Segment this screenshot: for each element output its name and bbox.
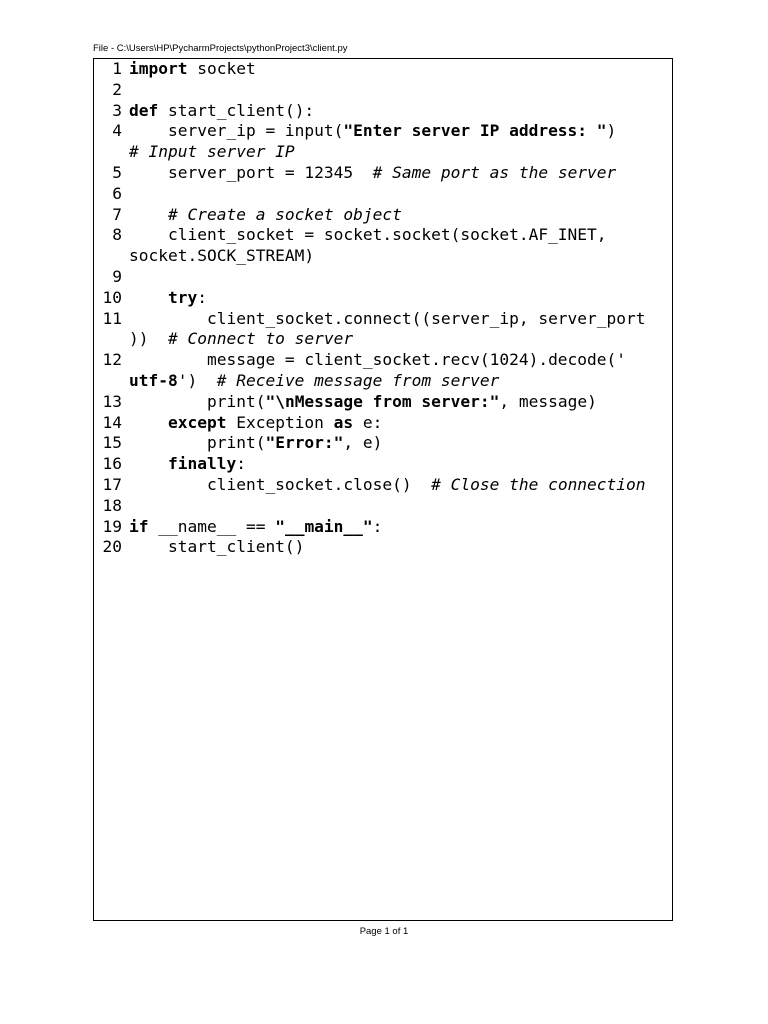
line-text: [129, 537, 304, 558]
code-line: [97, 350, 646, 371]
code-token: :: [372, 516, 383, 536]
line-number: 17: [102, 474, 122, 494]
code-line: [97, 101, 646, 122]
line-number: [97, 371, 129, 392]
code-token: start_client():: [158, 100, 315, 120]
code-token: client_socket.connect((server_ip, server_port: [129, 308, 646, 328]
line-number: 15: [102, 433, 122, 453]
line-text: [129, 121, 616, 142]
code-token: [129, 454, 168, 473]
code-token: utf-8: [129, 370, 178, 390]
code-token: Exception: [226, 412, 334, 432]
code-line: [97, 121, 646, 142]
code-token: , message): [499, 391, 597, 411]
line-text: [129, 309, 646, 330]
code-token: )): [129, 329, 168, 349]
line-text: [129, 454, 246, 475]
code-token: try: [167, 287, 198, 307]
code-token: as: [333, 412, 354, 432]
code-line: [97, 433, 646, 454]
line-number: 4: [112, 121, 122, 141]
line-number: 10: [102, 287, 122, 307]
line-number: 16: [102, 454, 122, 474]
line-text: [129, 288, 207, 309]
code-token: , e): [343, 433, 383, 453]
code-token: :: [236, 454, 246, 474]
code-line: [97, 142, 646, 163]
line-text: [129, 329, 353, 350]
code-line: [97, 309, 646, 330]
line-text: [129, 517, 382, 538]
code-token: __name__ ==: [148, 516, 276, 536]
code-line: [97, 371, 646, 392]
code-line: [97, 413, 646, 434]
code-token: # Input server IP: [129, 142, 295, 162]
code-line: [97, 392, 646, 413]
line-text: [129, 413, 382, 434]
line-number: 8: [112, 225, 122, 245]
line-number: 3: [112, 100, 122, 120]
line-text: [129, 80, 139, 101]
code-token: '): [177, 370, 217, 390]
code-token: "\nMessage from server:": [265, 391, 500, 411]
line-text: [129, 392, 597, 413]
code-token: ): [606, 121, 617, 141]
line-number: 1: [112, 59, 122, 78]
code-line: [97, 496, 646, 517]
code-token: # Receive message from server: [216, 370, 500, 390]
line-text: [129, 142, 295, 163]
code-frame: [93, 58, 673, 921]
code-line: [97, 537, 646, 558]
line-text: [129, 371, 499, 392]
code-line: [97, 225, 646, 246]
code-token: # Close the connection: [431, 474, 646, 494]
line-number: 7: [112, 204, 122, 224]
code-token: "Enter server IP address: ": [343, 121, 607, 141]
code-token: "Error:": [265, 433, 344, 453]
page-number: Page 1 of 1: [359, 926, 409, 937]
code-token: [129, 205, 168, 224]
code-line: [97, 288, 646, 309]
code-token: finally: [167, 454, 237, 474]
line-number: 6: [112, 183, 122, 203]
code-token: def: [129, 100, 159, 120]
line-text: [129, 59, 256, 80]
code-line: [97, 184, 646, 205]
code-token: socket.SOCK_STREAM): [129, 246, 315, 266]
code-token: import: [129, 59, 188, 78]
code-token: [129, 288, 168, 307]
code-token: # Same port as the server: [372, 162, 617, 182]
code-token: print(: [129, 433, 266, 453]
code-line: [97, 329, 646, 350]
code-token: # Connect to server: [167, 329, 354, 349]
line-text: [129, 267, 139, 288]
code-token: server_ip = input(: [129, 121, 344, 141]
code-line: [97, 205, 646, 226]
code-line: [97, 163, 646, 184]
line-text: [129, 433, 382, 454]
line-number: [97, 246, 129, 267]
line-text: [129, 163, 616, 184]
line-number: 18: [102, 495, 122, 515]
code-line: [97, 454, 646, 475]
code-line: [97, 80, 646, 101]
line-number: 12: [102, 350, 122, 370]
code-token: if: [129, 516, 149, 536]
line-text: [129, 496, 139, 517]
line-number: 2: [112, 79, 122, 99]
line-text: [129, 350, 626, 371]
code-line: [97, 517, 646, 538]
line-number: 13: [102, 391, 122, 411]
line-text: [129, 475, 646, 496]
code-line: [97, 475, 646, 496]
code-token: socket: [187, 59, 256, 78]
code-token: client_socket = socket.socket(socket.AF_INET,: [129, 225, 607, 245]
line-text: [129, 184, 139, 205]
code-line: [97, 246, 646, 267]
code-listing: [97, 59, 646, 558]
code-token: # Create a socket object: [167, 204, 402, 224]
line-number: [97, 142, 129, 163]
line-number: 19: [102, 516, 122, 536]
code-token: print(: [129, 391, 266, 411]
code-token: "__main__": [275, 516, 373, 536]
code-line: [97, 59, 646, 80]
code-token: :: [197, 287, 207, 307]
code-token: server_port = 12345: [129, 162, 373, 182]
code-token: message = client_socket.recv(1024).decode(': [129, 350, 627, 370]
code-token: start_client(): [129, 537, 305, 557]
line-text: [129, 246, 314, 267]
code-token: [129, 413, 168, 432]
line-text: [129, 101, 314, 122]
file-path-header: File - C:\Users\HP\PycharmProjects\pythonProject3\client.py: [93, 43, 348, 54]
line-text: [129, 205, 402, 226]
line-number: [97, 329, 129, 350]
line-number: 14: [102, 412, 122, 432]
line-number: 20: [102, 537, 122, 557]
code-line: [97, 267, 646, 288]
code-token: e:: [353, 412, 383, 432]
line-text: [129, 225, 607, 246]
line-number: 5: [112, 162, 122, 182]
code-token: client_socket.close(): [129, 474, 432, 494]
code-token: except: [167, 412, 227, 432]
line-number: 11: [102, 308, 122, 328]
line-number: 9: [112, 266, 122, 286]
